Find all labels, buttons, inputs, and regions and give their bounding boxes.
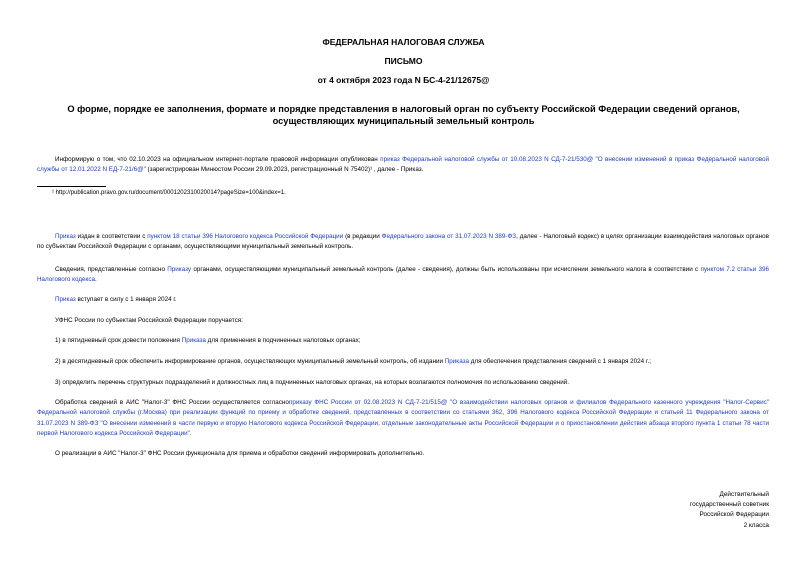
p7-text-2: для обеспечения представления сведений с 1 января 2024 г.;	[469, 358, 651, 365]
p4-text-1: вступает в силу с 1 января 2024 г.	[75, 296, 177, 303]
p3-link-tax-code-article[interactable]: пунктом 7.2 статьи 396 Налогового кодекса	[37, 266, 769, 284]
p3-link-order[interactable]: Приказу	[167, 266, 192, 273]
p7-link-order[interactable]: Приказа	[444, 358, 470, 365]
p6-text-1: 1) в пятидневный срок довести положения	[55, 337, 182, 344]
signature-line-1: Действительный	[719, 491, 769, 498]
paragraph-4	[37, 295, 769, 305]
p7-text-1: 2) в десятидневный срок обеспечить информирование органов, осуществляющих муниципальный земельный контроль, об издании	[55, 358, 445, 365]
p9-text-1: Обработка сведений в АИС "Налог-3" ФНС России осуществляется согласно	[55, 399, 289, 406]
signature-block	[569, 490, 769, 531]
paragraph-1	[37, 155, 769, 176]
p9-link-fns-order[interactable]: приказу ФНС России от 02.08.2023 N СД-7-21/515@ "О взаимодействии налоговых органов и филиалов Федерального казенного учреждения "Налог-Сервис" Федеральной налоговой службы (г.Москва) при реализации функций по приему и обработке сведений, представленных в соответствии со статьями 362, 396 Налогового кодекса Российской Федерации и статьей 11 Федерального закона от 31.07.2023 N 389-ФЗ "О внесении изменений в части первую и вторую Налогового кодекса Российской Федерации, отдельные законодательные акты Российской Федерации и о приостановлении действия абзаца второго пункта 1 статьи 78 части первой Налогового кодекса Российской Федерации"	[37, 399, 769, 437]
p1-text-2: (зарегистрирован Минюстом России 29.09.2023, регистрационный N 75402)¹ , далее - Приказ.	[145, 166, 424, 174]
signature-line-4: 2 класса	[743, 521, 769, 529]
p2-text-1: издан в соответствии с	[75, 233, 148, 240]
p3-text-3: .	[95, 276, 97, 284]
paragraph-7	[37, 357, 769, 367]
signature-line-3: Российской Федерации	[699, 511, 769, 519]
paragraph-3	[37, 265, 769, 286]
paragraph-9	[37, 398, 769, 439]
footnote-separator	[37, 186, 106, 187]
footnote: ¹ http://publication.pravo.gov.ru/document/0001202310020014?pageSize=100&index=1.	[52, 190, 286, 196]
p9-text-2: .	[189, 429, 192, 437]
p2-link-federal-law[interactable]: Федерального закона от 31.07.2023 N 389-ФЗ	[381, 233, 517, 240]
agency-heading: ФЕДЕРАЛЬНАЯ НАЛОГОВАЯ СЛУЖБА	[322, 37, 485, 47]
p3-text-1: Сведения, представленные согласно	[55, 266, 168, 273]
p1-link-order[interactable]: приказ Федеральной налоговой службы от 10.08.2023 N СД-7-21/530@ "О внесении изменений в приказ Федеральной налоговой службы от 12.01.2022 N ЕД-7-21/6@"	[37, 156, 769, 174]
paragraph-10: О реализации в АИС "Налог-3" ФНС России функционала для приема и обработки сведений информировать дополнительно.	[55, 450, 425, 457]
document-title: О форме, порядке ее заполнения, формате и порядке представления в налоговый орган по субъекту Российской Федерации сведений органов, осуществляющих муниципальный земельный контроль	[67, 104, 740, 126]
p2-link-order[interactable]: Приказ	[55, 233, 76, 240]
doc-date-number: от 4 октября 2023 года N БС-4-21/12675@	[317, 75, 490, 85]
paragraph-6	[37, 336, 769, 346]
p6-text-2: для применения в подчиненных налоговых органах;	[205, 337, 361, 344]
doc-type-heading: ПИСЬМО	[384, 56, 423, 66]
paragraph-2	[37, 232, 769, 253]
p6-link-order[interactable]: Приказа	[181, 337, 206, 344]
paragraph-8: 3) определить перечень структурных подразделений и должностных лиц в подчиненных налоговых органах, на которых возлагаются полномочия по использованию сведений.	[55, 379, 570, 386]
p3-text-2: органами, осуществляющими муниципальный земельный контроль (далее - сведения), должны быть использованы при исчислении земельного налога в соответствии с	[191, 266, 701, 273]
paragraph-5: УФНС России по субъектам Российской Федерации поручается:	[55, 317, 243, 324]
p2-text-3: , далее - Налоговый кодекс) в целях организации взаимодействия налоговых органов по субъектам Российской Федерации с органами, осуществляющими муниципальный земельный контроль.	[37, 233, 770, 251]
p1-text-1: Информирую о том, что 02.10.2023 на официальном интернет-портале правовой информации опубликован	[55, 156, 381, 163]
p2-text-2: (в редакции	[343, 233, 382, 240]
signature-line-2: государственный советник	[689, 501, 769, 509]
p4-link-order[interactable]: Приказ	[55, 296, 76, 303]
p2-link-tax-code-article[interactable]: пунктом 18 статьи 396 Налогового кодекса Российской Федерации	[147, 233, 344, 240]
